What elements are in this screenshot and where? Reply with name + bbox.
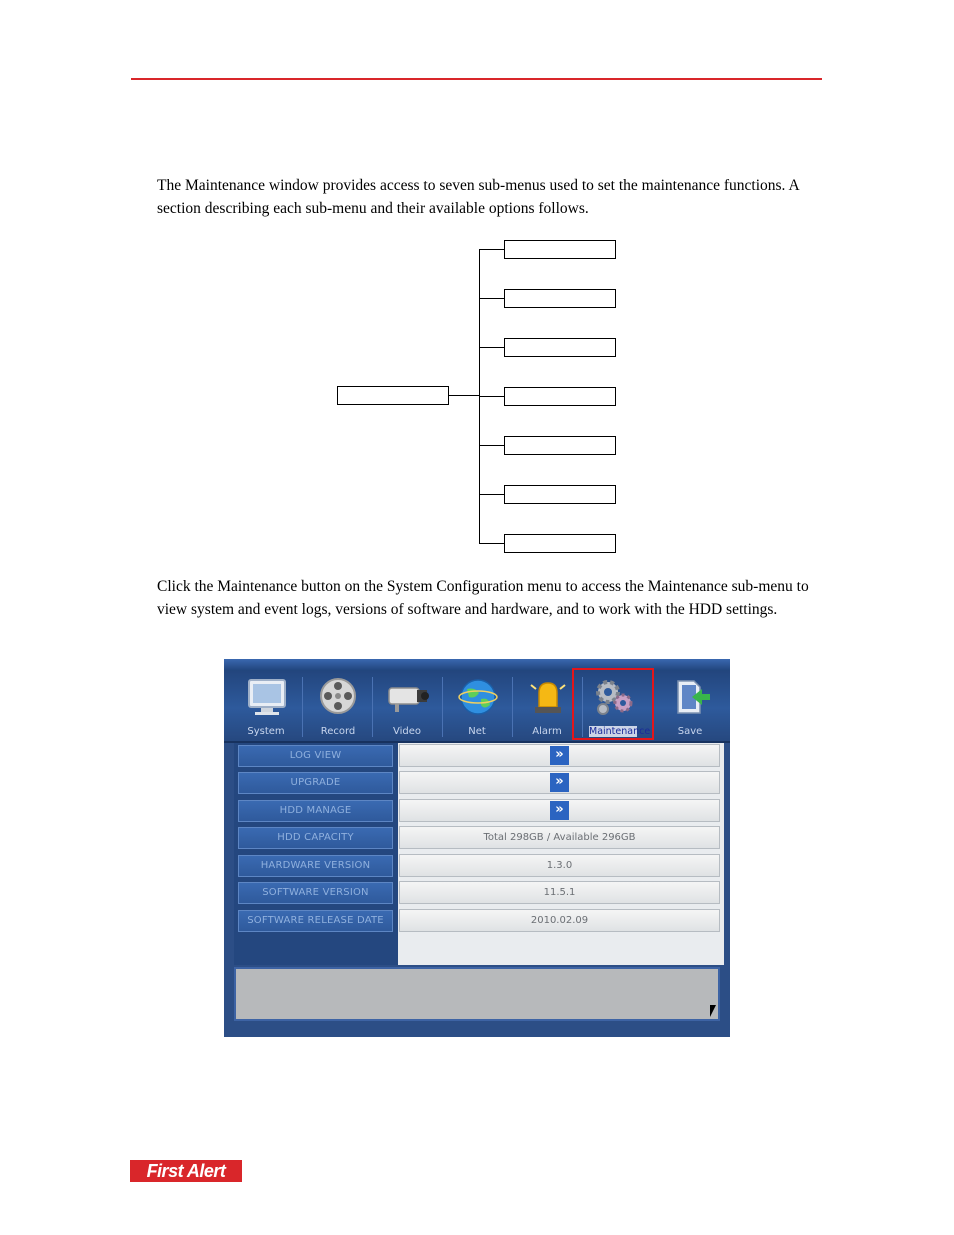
tree-child-box bbox=[504, 436, 616, 455]
log-view-button[interactable]: LOG VIEW bbox=[238, 745, 393, 767]
tree-child-box bbox=[504, 534, 616, 553]
tree-branch bbox=[479, 249, 504, 250]
config-toolbar bbox=[224, 659, 730, 743]
maintenance-screenshot bbox=[224, 659, 730, 1037]
tree-branch bbox=[479, 445, 504, 446]
access-paragraph: Click the Maintenance button on the System Configuration menu to access the Maintenance sub-menu to view system and event logs, versions of software and hardware, and to work with the HDD settings. bbox=[157, 578, 809, 618]
tree-child-box bbox=[504, 240, 616, 259]
hdd-capacity-value: Total 298GB / Available 296GB bbox=[399, 826, 720, 849]
tab-save[interactable] bbox=[656, 671, 724, 741]
tree-child-box bbox=[504, 289, 616, 308]
tree-branch bbox=[479, 298, 504, 299]
monitor-icon bbox=[246, 677, 288, 717]
tab-record[interactable] bbox=[304, 671, 372, 741]
tree-branch bbox=[479, 494, 504, 495]
tab-label: Alarm bbox=[532, 726, 562, 737]
tab-label: System bbox=[247, 726, 285, 737]
tab-label: Net bbox=[468, 726, 486, 737]
intro-paragraph: The Maintenance window provides access to seven sub-menus used to set the maintenance functions. A section describing each sub-menu and their available options follows. bbox=[157, 177, 799, 217]
globe-icon bbox=[457, 677, 499, 717]
film-reel-icon bbox=[318, 677, 360, 717]
selected-tab-highlight bbox=[572, 668, 654, 740]
hardware-version-value: 1.3.0 bbox=[399, 854, 720, 877]
upgrade-button[interactable]: UPGRADE bbox=[238, 772, 393, 794]
status-panel bbox=[234, 967, 720, 1021]
hardware-version-label: HARDWARE VERSION bbox=[238, 855, 393, 877]
tab-label: Video bbox=[392, 726, 422, 737]
logo-text: First Alert bbox=[146, 1161, 226, 1181]
settings-values-column bbox=[398, 743, 724, 965]
tree-branch bbox=[479, 396, 504, 397]
software-version-value: 11.5.1 bbox=[399, 881, 720, 904]
tree-connector bbox=[449, 395, 480, 396]
double-chevron-right-icon[interactable]: » bbox=[550, 773, 569, 792]
tab-label: Record bbox=[320, 726, 356, 737]
save-icon bbox=[670, 677, 712, 717]
tree-child-box bbox=[504, 338, 616, 357]
double-chevron-right-icon[interactable]: » bbox=[550, 801, 569, 820]
upgrade-field[interactable] bbox=[399, 771, 720, 794]
tab-net[interactable] bbox=[443, 671, 511, 741]
tab-alarm[interactable] bbox=[513, 671, 581, 741]
tab-label: Save bbox=[677, 726, 703, 737]
tree-branch bbox=[479, 347, 504, 348]
tree-root-box bbox=[337, 386, 449, 405]
tab-label: Maintenance bbox=[589, 726, 651, 737]
tab-video[interactable] bbox=[373, 671, 441, 741]
hdd-manage-button[interactable]: HDD MANAGE bbox=[238, 800, 393, 822]
settings-labels-column bbox=[234, 743, 398, 965]
siren-icon bbox=[527, 677, 569, 717]
header-rule bbox=[131, 78, 822, 80]
mouse-cursor-icon bbox=[710, 1005, 716, 1017]
tab-system[interactable] bbox=[232, 671, 300, 741]
double-chevron-right-icon[interactable]: » bbox=[550, 746, 569, 765]
tree-child-box bbox=[504, 485, 616, 504]
software-release-date-label: SOFTWARE RELEASE DATE bbox=[238, 910, 393, 932]
tree-child-box bbox=[504, 387, 616, 406]
hdd-manage-field[interactable] bbox=[399, 799, 720, 822]
software-release-date-value: 2010.02.09 bbox=[399, 909, 720, 932]
first-alert-logo bbox=[130, 1160, 242, 1182]
log-view-field[interactable] bbox=[399, 744, 720, 767]
hdd-capacity-label: HDD CAPACITY bbox=[238, 827, 393, 849]
software-version-label: SOFTWARE VERSION bbox=[238, 882, 393, 904]
tree-branch bbox=[479, 543, 504, 544]
camera-icon bbox=[387, 677, 429, 717]
